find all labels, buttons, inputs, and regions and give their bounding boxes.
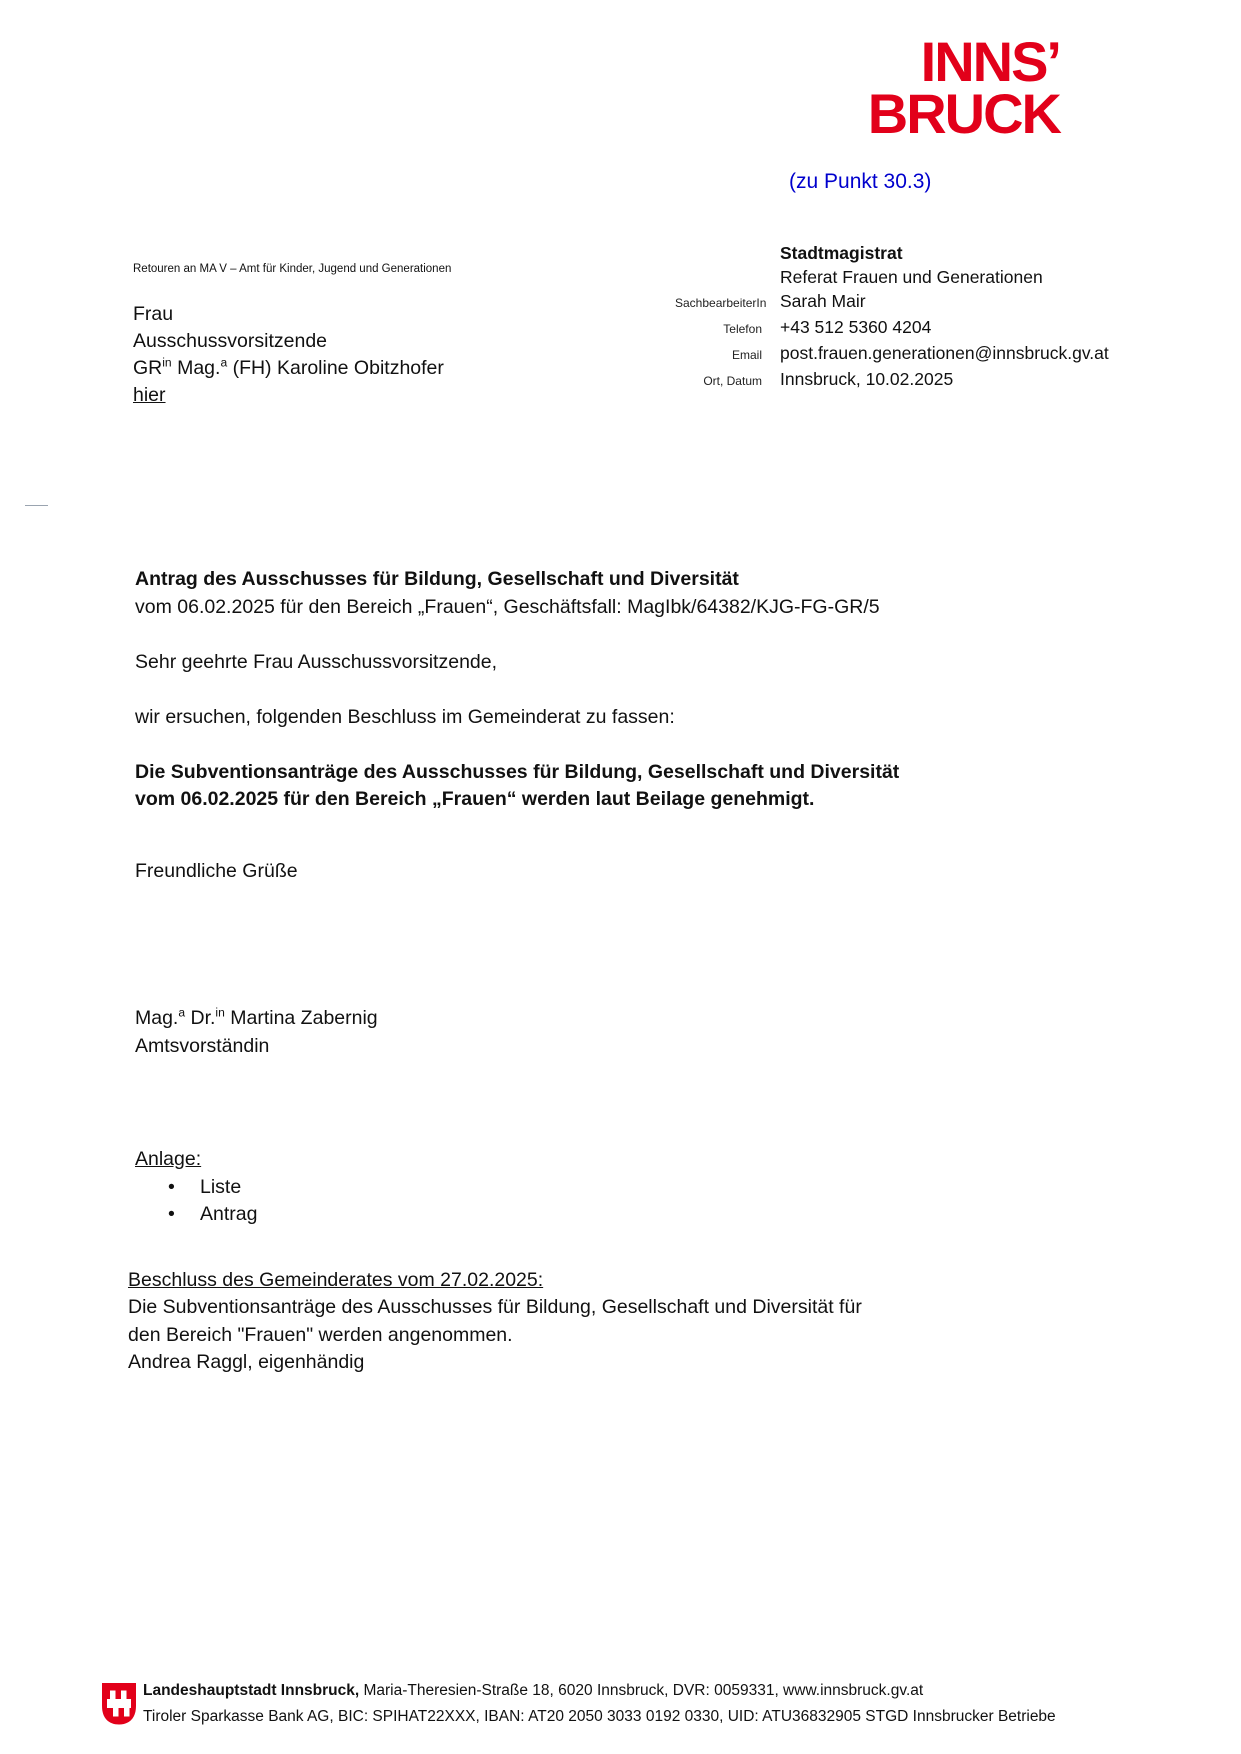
recipient-location: hier <box>133 384 166 406</box>
footer-line-2: Tiroler Sparkasse Bank AG, BIC: SPIHAT22XXX, IBAN: AT20 2050 3033 0192 0330, UID: ATU36832905 STGD Innsbrucker Betriebe <box>143 1708 1056 1725</box>
bullet-icon: • <box>168 1175 175 1198</box>
signature-name-part: Martina Zabernig <box>224 1007 378 1029</box>
footer-line-1 <box>143 1678 1193 1704</box>
salutation: Sehr geehrte Frau Ausschussvorsitzende, <box>135 650 498 673</box>
attachments-heading-text: Anlage: <box>135 1148 202 1170</box>
attachment-item <box>135 1174 1120 1202</box>
sender-unit-row <box>675 265 1115 289</box>
signature-name-sup: in <box>215 1005 225 1020</box>
attachment-label: Antrag <box>200 1203 258 1225</box>
footer <box>143 1678 1193 1730</box>
sender-email-label: Email <box>731 348 762 362</box>
recipient-name-part: Mag. <box>171 357 221 379</box>
agenda-point-reference: (zu Punkt 30.3) <box>789 170 932 193</box>
sender-org-row <box>675 241 1115 265</box>
signature-role: Amtsvorständin <box>135 1034 270 1057</box>
spacer <box>135 621 1120 649</box>
sender-phone-row <box>675 315 1115 341</box>
sender-block <box>675 241 1115 393</box>
fold-mark <box>25 505 48 506</box>
sender-date-value: Innsbruck, 10.02.2025 <box>780 369 954 389</box>
logo-line-2: BRUCK <box>867 82 1060 145</box>
decision-signed: Andrea Raggl, eigenhändig <box>128 1351 365 1373</box>
resolution-line-2: vom 06.02.2025 für den Bereich „Frauen“ werden laut Beilage genehmigt. <box>135 788 815 810</box>
subject-line-2: vom 06.02.2025 für den Bereich „Frauen“, Geschäftsfall: MagIbk/64382/KJG-FG-GR/5 <box>135 595 880 618</box>
recipient-name-sup: a <box>220 355 228 370</box>
letter-body <box>128 566 1120 1377</box>
sender-date-row <box>675 367 1115 393</box>
innsbruck-crest-icon <box>100 1682 138 1731</box>
recipient-role: Ausschussvorsitzende <box>133 330 328 352</box>
recipient-salutation: Frau <box>133 303 174 325</box>
signature-name-part: Mag. <box>135 1007 179 1029</box>
sender-clerk-row <box>675 289 1115 315</box>
sender-clerk-value: Sarah Mair <box>780 291 866 311</box>
resolution-line-1: Die Subventionsanträge des Ausschusses für Bildung, Gesellschaft und Diversität <box>135 760 900 783</box>
request-line: wir ersuchen, folgenden Beschluss im Gemeinderat zu fassen: <box>135 705 675 728</box>
logo-line-1: INNS’ <box>920 30 1060 93</box>
decision-line-1: Die Subventionsanträge des Ausschusses für Bildung, Gesellschaft und Diversität für <box>128 1296 862 1318</box>
attachments-heading <box>135 1146 1120 1174</box>
sender-email-value: post.frauen.generationen@innsbruck.gv.at <box>780 343 1109 363</box>
attachments-block <box>135 1146 1120 1229</box>
attachment-item <box>135 1201 1120 1229</box>
decision-heading-text: Beschluss des Gemeinderates vom 27.02.2025: <box>128 1268 544 1291</box>
recipient-name-part: (FH) Karoline Obitzhofer <box>227 357 444 379</box>
subject-line-1: Antrag des Ausschusses für Bildung, Gesellschaft und Diversität <box>135 568 739 590</box>
recipient-name-sup: in <box>162 355 172 370</box>
sender-clerk-label: SachbearbeiterIn <box>675 296 767 310</box>
decision-heading <box>128 1267 1120 1295</box>
sender-phone-label: Telefon <box>723 322 762 336</box>
sender-org: Stadtmagistrat <box>780 243 903 263</box>
closing-line: Freundliche Grüße <box>135 859 298 882</box>
council-decision-block <box>128 1267 1120 1377</box>
innsbruck-logo <box>867 30 1060 145</box>
signature-name-sup: a <box>178 1005 186 1020</box>
bullet-icon: • <box>168 1203 175 1225</box>
decision-line-2: den Bereich "Frauen" werden angenommen. <box>128 1323 513 1346</box>
footer-city-name: Landeshauptstadt Innsbruck, <box>143 1682 360 1699</box>
sender-phone-value: +43 512 5360 4204 <box>780 317 932 337</box>
footer-address: Maria-Theresien-Straße 18, 6020 Innsbruck, DVR: 0059331, www.innsbruck.gv.at <box>359 1682 924 1699</box>
sender-date-label: Ort, Datum <box>703 374 762 388</box>
recipient-block <box>133 263 633 409</box>
recipient-name-part: GR <box>133 357 163 379</box>
recipient-name <box>133 355 633 382</box>
sender-email-row <box>675 341 1115 367</box>
spacer <box>135 676 1120 704</box>
signature-block <box>135 1005 1120 1060</box>
signature-name-part: Dr. <box>185 1007 216 1029</box>
spacer <box>135 731 1120 759</box>
signature-name <box>135 1005 1120 1033</box>
return-address-line: Retouren an MA V – Amt für Kinder, Jugend und Generationen <box>133 263 452 275</box>
sender-unit: Referat Frauen und Generationen <box>780 267 1043 287</box>
attachment-label: Liste <box>200 1175 242 1198</box>
